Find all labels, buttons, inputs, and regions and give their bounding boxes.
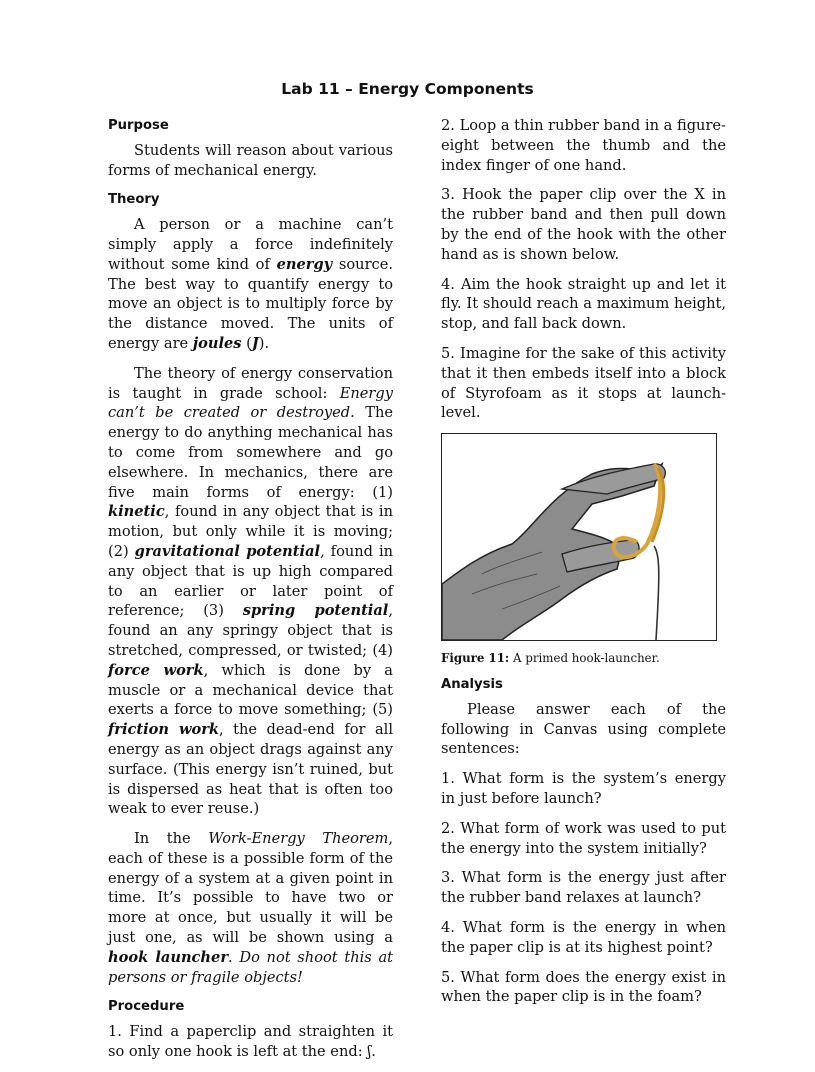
hand-illustration xyxy=(442,434,716,640)
figure-caption: Figure 11: A primed hook-launcher. xyxy=(441,651,660,666)
analysis-heading: Analysis xyxy=(441,676,503,692)
analysis-question-5: 5. What form does the energy exist in when the paper clip is in the foam? xyxy=(441,968,726,1006)
procedure-heading: Procedure xyxy=(108,999,185,1015)
analysis-question-2: 2. What form of work was used to put the energy into the system initially? xyxy=(441,819,726,857)
paper-clip-wire xyxy=(654,546,659,640)
analysis-question-3: 3. What form is the energy just after the rubber band relaxes at launch? xyxy=(441,869,726,907)
theory-paragraph-3: In the Work-Energy Theorem, each of these is a possible form of the energy of a system at a given point in time. It’s possible to have two or more at once, but usually it will be just one, as will be shown using a hook launcher. Do not shoot this at persons or fragile objects! xyxy=(108,830,394,986)
procedure-step-2: 2. Loop a thin rubber band in a figure-eight between the thumb and the index finger of one hand. xyxy=(441,117,726,174)
right-column xyxy=(441,116,726,1017)
page-title: Lab 11 – Energy Components xyxy=(281,80,534,98)
figure-hook-launcher xyxy=(441,433,717,641)
analysis-question-1: 1. What form is the system’s energy in just before launch? xyxy=(441,770,726,807)
purpose-text: Students will reason about various forms of mechanical energy. xyxy=(108,141,393,179)
left-column xyxy=(108,116,393,1072)
procedure-step-1: 1. Find a paperclip and straighten it so only one hook is left at the end: ʃ. xyxy=(108,1023,393,1061)
analysis-intro: Please answer each of the following in Canvas using complete sentences: xyxy=(441,700,726,758)
theory-paragraph-1: A person or a machine can’t simply apply a force indefinitely without some kind of energy source. The best way to quantify energy to move an object is to multiply force by the distance moved. The units of energy are joules (J). xyxy=(108,216,393,352)
theory-paragraph-2: The theory of energy conservation is taught in grade school: Energy can’t be created or destroyed. The energy to do anything mechanical has to come from somewhere and go elsewhere. In mechanics, there are five main forms of energy: (1) kinetic, found in any object that is in motion, but only while it is moving; (2) gravitational potential, found in any object that is up high compared to an earlier or later point of reference; (3) spring potential, found an any springy object that is stretched, compressed, or twisted; (4) force work, which is done by a muscle or a mechanical device that exerts a force to move something; (5) friction work, the dead-end for all energy as an object drags against any surface. (This energy isn’t ruined, but is dispersed as heat that is often too weak to ever reuse.) xyxy=(108,364,394,818)
procedure-step-3: 3. Hook the paper clip over the X in the rubber band and then pull down by the end of the hook with the other hand as is shown below. xyxy=(441,186,726,263)
procedure-step-5: 5. Imagine for the sake of this activity that it then embeds itself into a block of Styrofoam as it stops at launch-level. xyxy=(441,344,726,422)
purpose-heading: Purpose xyxy=(108,118,169,133)
analysis-question-4: 4. What form is the energy in when the paper clip is at its highest point? xyxy=(441,918,726,956)
theory-heading: Theory xyxy=(108,192,160,208)
procedure-step-4: 4. Aim the hook straight up and let it fly. It should reach a maximum height, stop, and fall back down. xyxy=(441,275,726,333)
